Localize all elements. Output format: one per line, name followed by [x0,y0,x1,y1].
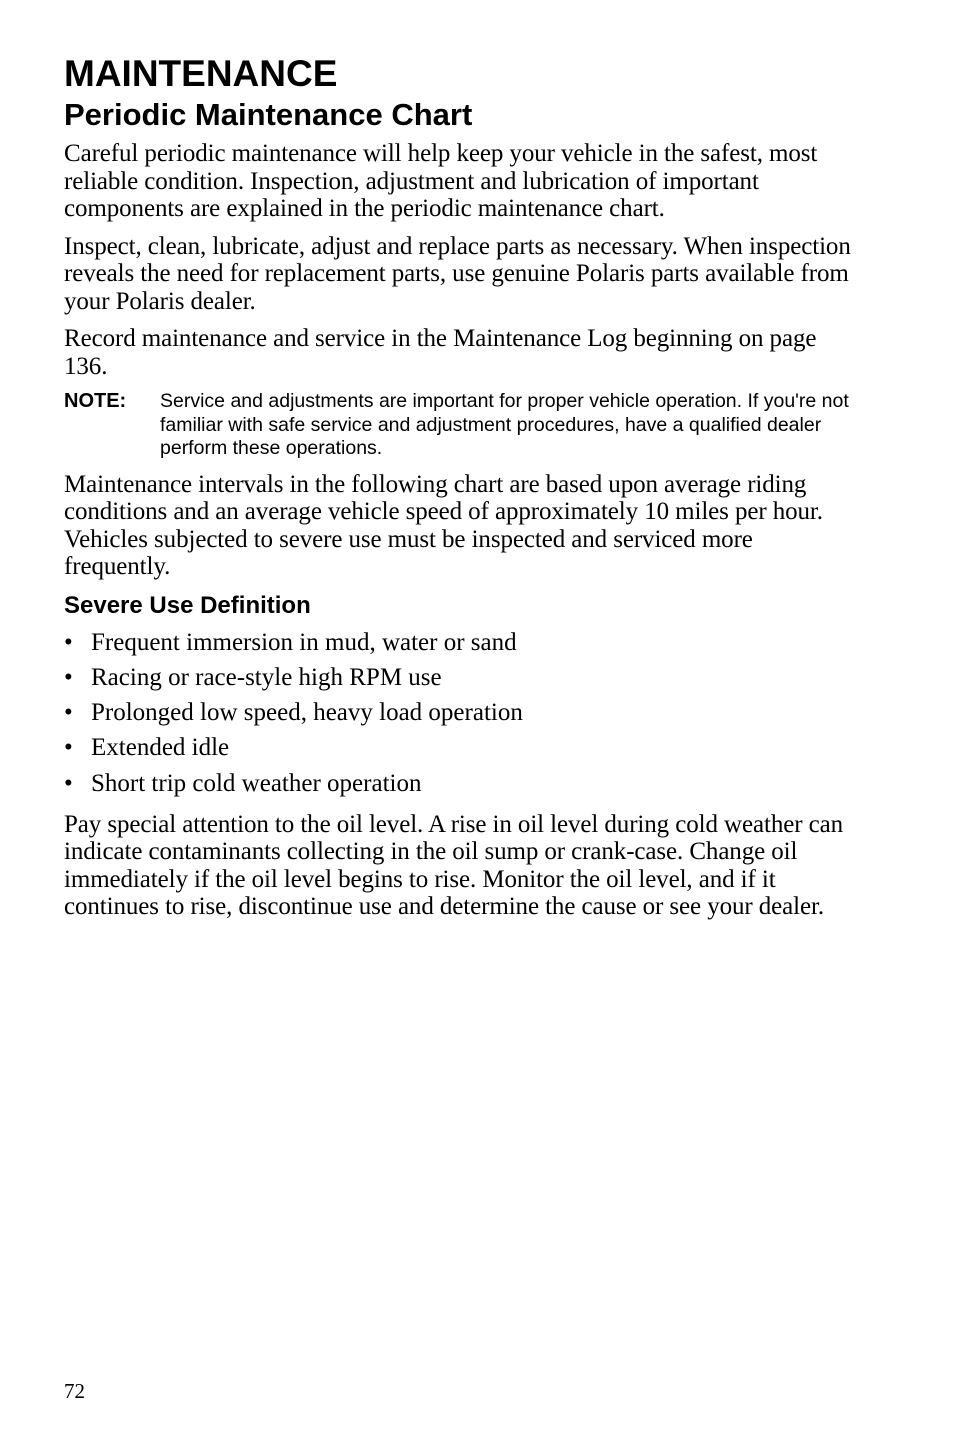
bullet-icon: • [64,628,73,656]
intro-paragraph: Careful periodic maintenance will help keep your vehicle in the safest, most reliable condition. Inspection, adjustment and lubrication of important components are explained in the periodic maintenance chart. [64,140,818,222]
oil-paragraph: Pay special attention to the oil level. A rise in oil level during cold weather can indicate contaminants collecting in the oil sump or crank-case. Change oil immediately if the oil level begins to rise. Monitor the oil level, and if it continues to rise, discontinue use and determine the cause or see your dealer. [64,810,843,921]
list-item-text: Frequent immersion in mud, water or sand [91,628,517,656]
bullet-icon: • [64,769,73,797]
list-item-text: Prolonged low speed, heavy load operation [91,699,523,727]
note-label: NOTE: [64,390,127,412]
list-item [64,766,864,801]
list-item [64,695,864,730]
severe-use-list [64,625,864,801]
intervals-paragraph: Maintenance intervals in the following chart are based upon average riding conditions and an average vehicle speed of approximately 10 miles per hour. Vehicles subjected to severe use must be inspected and serviced more frequently. [64,470,823,580]
page-content [64,52,864,931]
record-paragraph: Record maintenance and service in the Maintenance Log beginning on page 136. [64,325,817,380]
page-number: 72 [64,1379,85,1403]
list-item-text: Short trip cold weather operation [91,769,422,797]
list-item [64,625,864,660]
section-title: MAINTENANCE [64,53,338,94]
list-item [64,730,864,765]
inspect-paragraph: Inspect, clean, lubricate, adjust and replace parts as necessary. When inspection reveals the need for replacement parts, use genuine Polaris parts available from your Polaris dealer. [64,232,851,315]
note-block [64,390,864,461]
list-item [64,660,864,695]
list-item-text: Racing or race-style high RPM use [91,663,442,691]
subsection-title: Periodic Maintenance Chart [64,97,473,132]
list-item-text: Extended idle [91,734,230,762]
bullet-icon: • [64,663,73,691]
bullet-icon: • [64,699,73,727]
severe-use-heading: Severe Use Definition [64,591,311,619]
note-text: Service and adjustments are important for proper vehicle operation. If you're not familiar with safe service and adjustment procedures, have a qualified dealer perform these operations. [160,390,849,459]
bullet-icon: • [64,734,73,762]
